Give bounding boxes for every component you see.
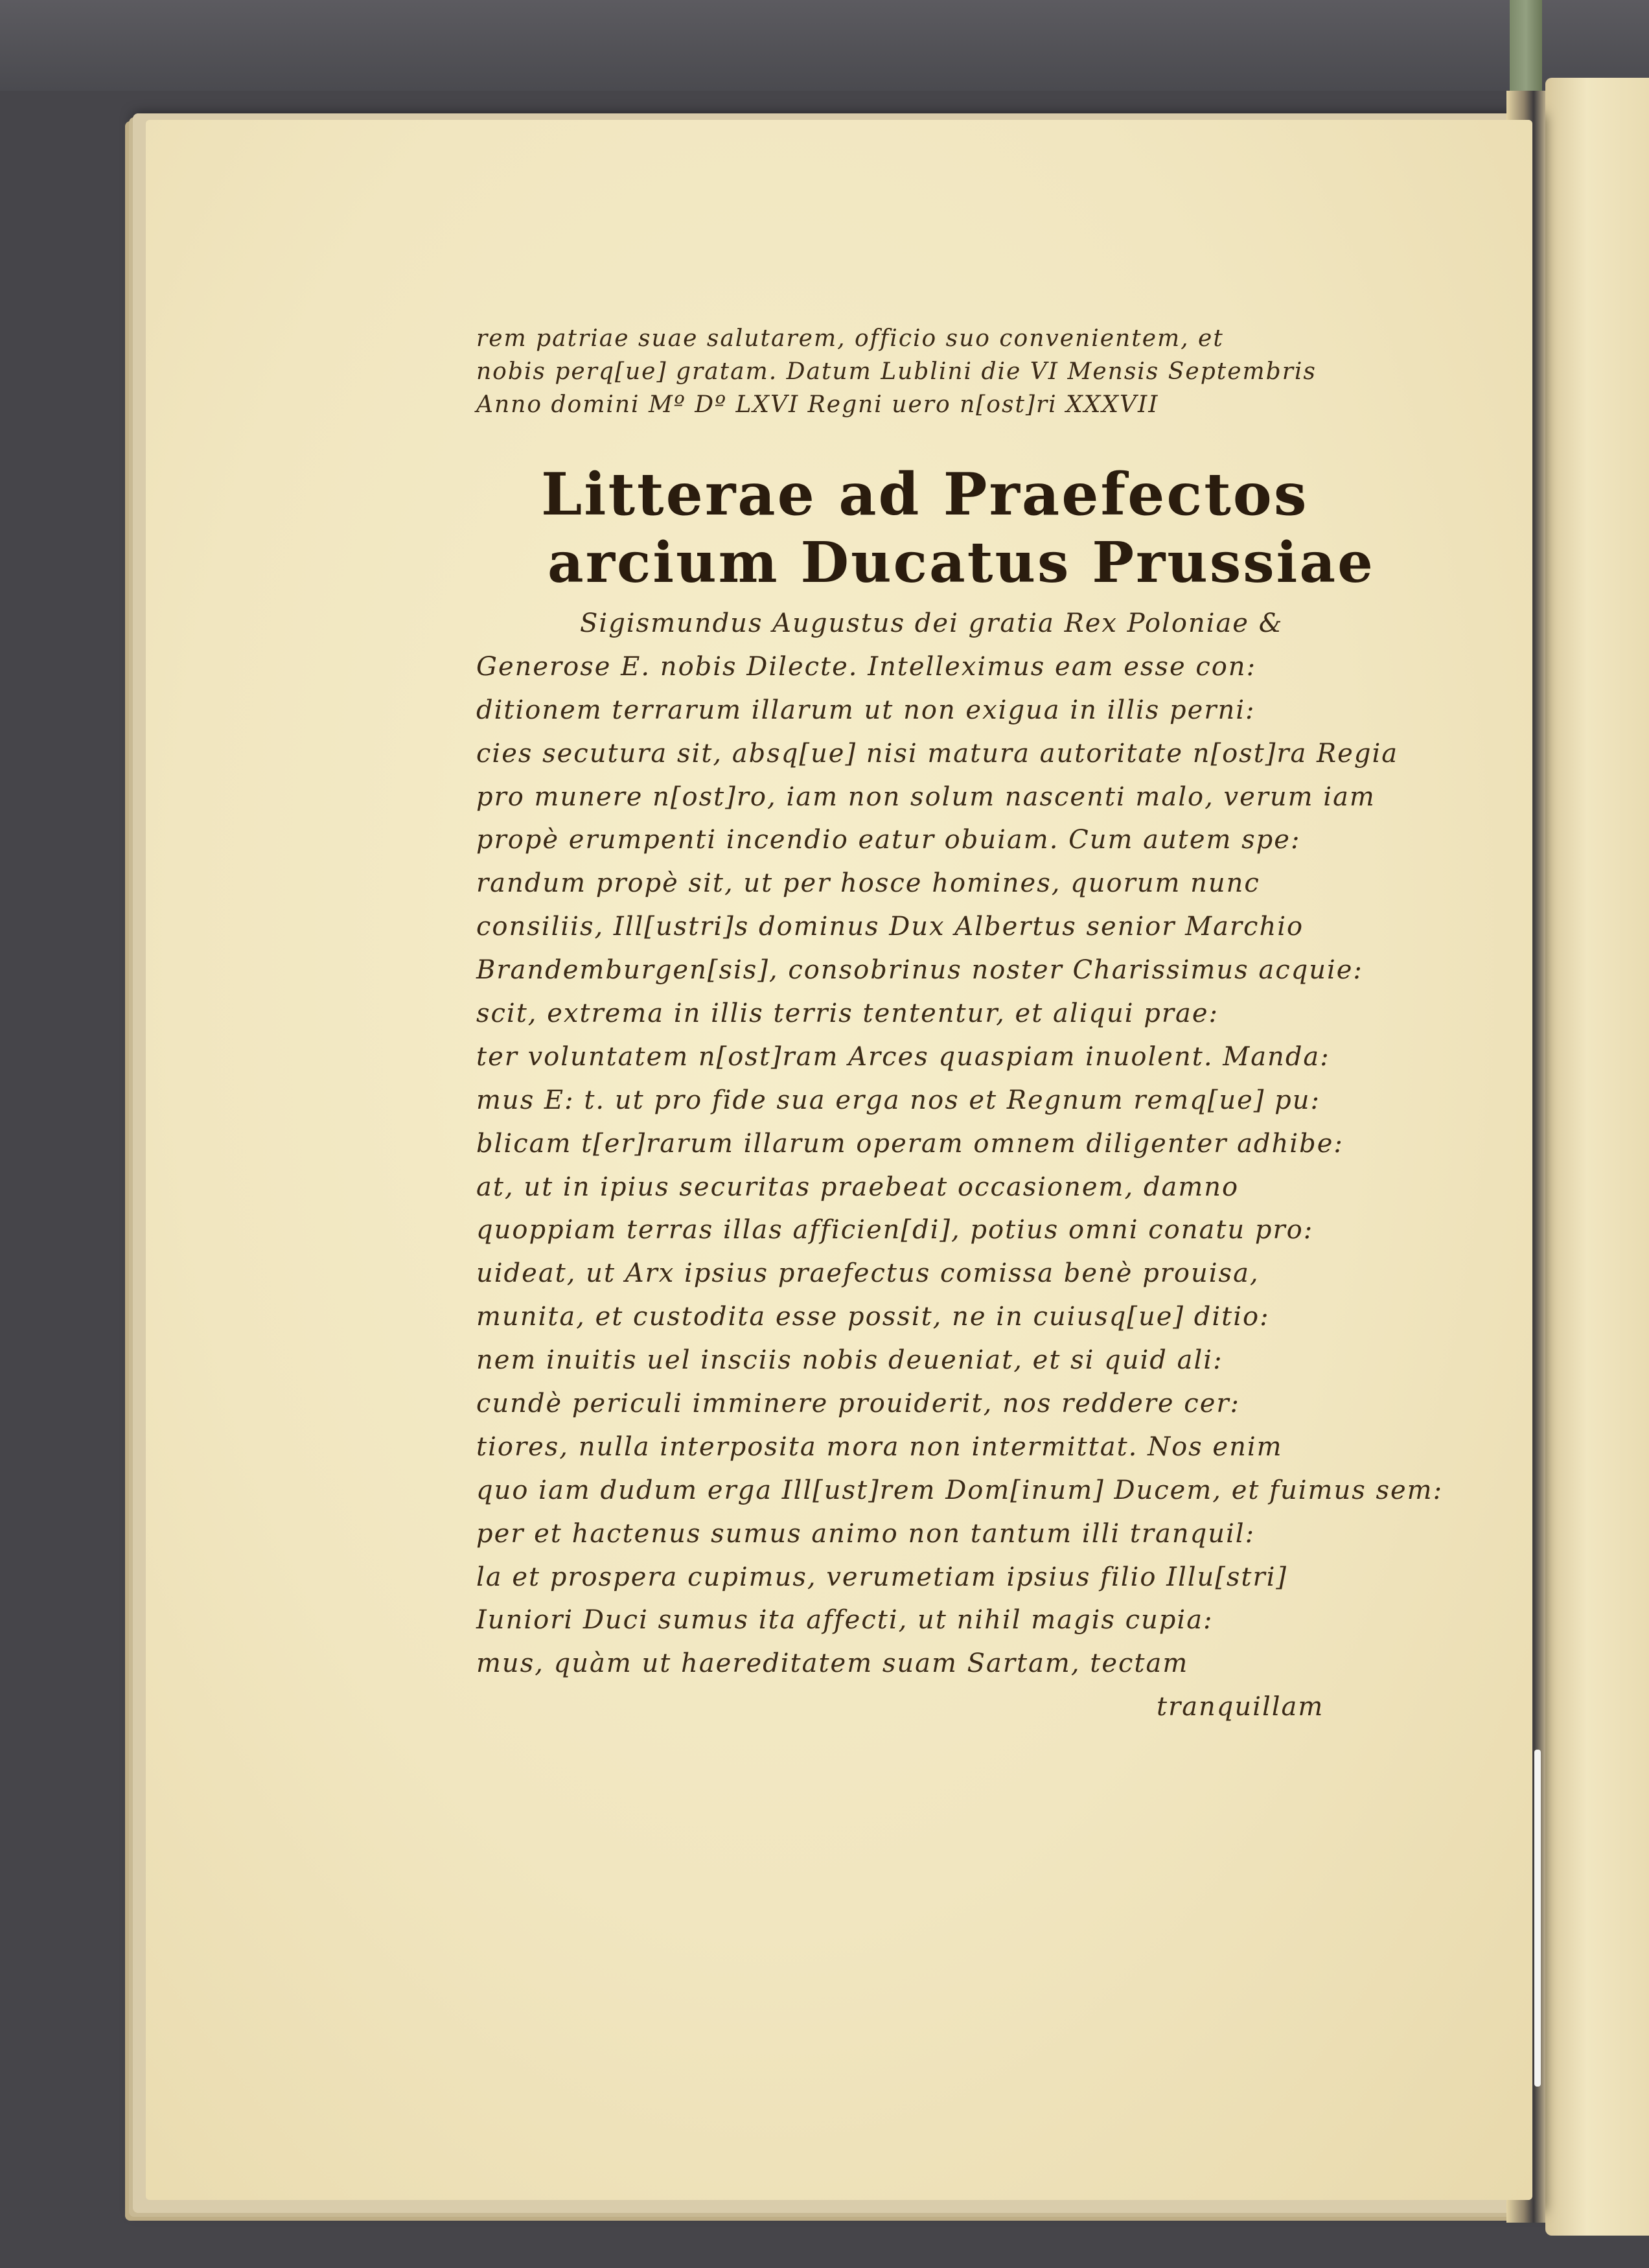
catchword: tranquillam	[1157, 1692, 1324, 1722]
body-line: randum propè sit, ut per hosce homines, quorum nunc	[476, 868, 1260, 899]
body-line: mus E: t. ut pro fide sua erga nos et Regnum remq[ue] pu:	[476, 1085, 1320, 1115]
body-line: cundè periculi imminere prouiderit, nos reddere cer:	[476, 1389, 1240, 1419]
closing-line: nobis perq[ue] gratam. Datum Lublini die VI Mensis Septembris	[476, 358, 1317, 385]
body-line: quo iam dudum erga Ill[ust]rem Dom[inum] Ducem, et fuimus sem:	[476, 1475, 1444, 1505]
body-line: la et prospera cupimus, verumetiam ipsius filio Illu[stri]	[476, 1562, 1288, 1592]
body-line: ditionem terrarum illarum ut non exigua in illis perni:	[476, 695, 1256, 725]
body-line: propè erumpenti incendio eatur obuiam. Cum autem spe:	[476, 825, 1301, 855]
body-line: at, ut in ipius securitas praebeat occasionem, damno	[476, 1172, 1240, 1202]
body-line: per et hactenus sumus animo non tantum illi tranquil:	[476, 1518, 1256, 1549]
body-line: munita, et custodita esse possit, ne in cuiusq[ue] ditio:	[476, 1302, 1270, 1332]
closing-line: rem patriae suae salutarem, officio suo convenientem, et	[476, 325, 1224, 352]
body-line: Iuniori Duci sumus ita affecti, ut nihil magis cupia:	[476, 1605, 1214, 1636]
body-line: Brandemburgen[sis], consobrinus noster Charissimus acquie:	[476, 955, 1363, 986]
body-line: nem inuitis uel insciis nobis deueniat, et si quid ali:	[476, 1345, 1223, 1376]
page-edge-strip	[1534, 1750, 1541, 2087]
body-line: consiliis, Ill[ustri]s dominus Dux Albertus senior Marchio	[476, 912, 1304, 942]
closing-of-previous-letter	[476, 327, 1383, 426]
body-line: pro munere n[ost]ro, iam non solum nascenti malo, verum iam	[476, 781, 1376, 812]
letter-body	[476, 608, 1444, 1737]
body-line: mus, quàm ut haereditatem suam Sartam, tectam	[476, 1649, 1189, 1679]
facing-page	[1545, 78, 1649, 2236]
body-line: tiores, nulla interposita mora non intermittat. Nos enim	[476, 1431, 1283, 1462]
body-line: blicam t[er]rarum illarum operam omnem diligenter adhibe:	[476, 1128, 1344, 1159]
closing-line: Anno domini Mº Dº LXVI Regni uero n[ost]ri XXXVII	[476, 391, 1159, 418]
manuscript-text	[476, 325, 1444, 1737]
body-line: cies secutura sit, absq[ue] nisi matura autoritate n[ost]ra Regia	[476, 738, 1399, 769]
letter-heading-line-2: arcium Ducatus Prussiae	[548, 530, 1375, 596]
body-line: Sigismundus Augustus dei gratia Rex Poloniae &	[580, 608, 1284, 638]
bookmark-ribbon	[1510, 0, 1542, 97]
body-line: Generose E. nobis Dilecte. Intelleximus eam esse con:	[476, 651, 1257, 682]
body-line: ter voluntatem n[ost]ram Arces quaspiam inuolent. Manda:	[476, 1041, 1330, 1072]
body-line: scit, extrema in illis terris tententur, et aliqui prae:	[476, 999, 1219, 1029]
body-line: quoppiam terras illas afficien[di], potius omni conatu pro:	[476, 1215, 1314, 1245]
letter-heading-line-1: Litterae ad Praefectos	[541, 460, 1309, 529]
body-line: uideat, ut Arx ipsius praefectus comissa benè prouisa,	[476, 1258, 1260, 1289]
scanner-background	[0, 0, 1649, 91]
